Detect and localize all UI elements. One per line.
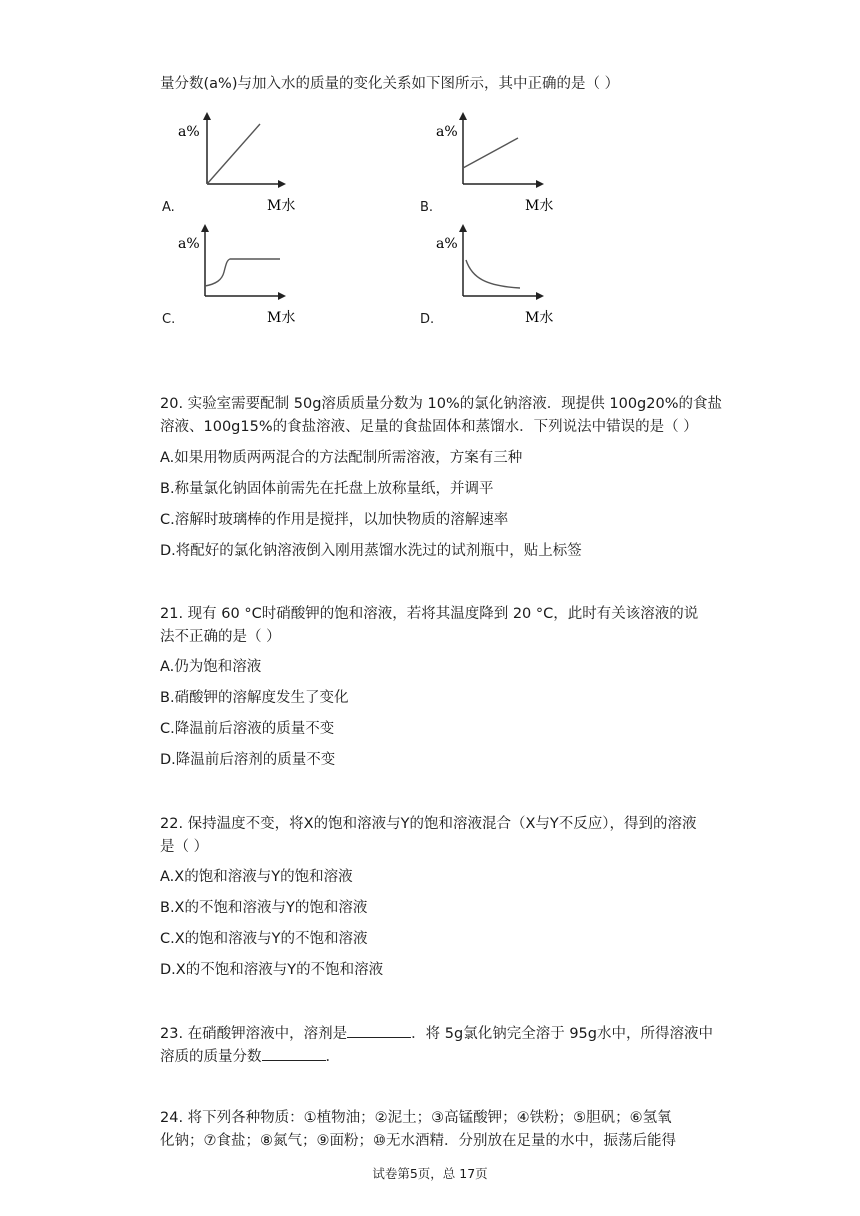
q23-line2-a: 溶质的质量分数 [160, 1049, 262, 1065]
q20-stem-line1: 20. 实验室需要配制 50g溶质质量分数为 10%的氯化钠溶液．现提供 100g20%的食盐 [160, 396, 722, 412]
graph-b-ylabel: a% [436, 124, 458, 140]
q21-option-b: B.硝酸钾的溶解度发生了变化 [160, 690, 349, 706]
q20-option-d: D.将配好的氯化钠溶液倒入刚用蒸馏水洗过的试剂瓶中，贴上标签 [160, 543, 582, 559]
q23-line2 [160, 1046, 340, 1067]
graph-c-ylabel: a% [178, 236, 200, 252]
graph-c-curve [205, 259, 280, 286]
graph-b [430, 110, 590, 220]
graph-d-ylabel: a% [436, 236, 458, 252]
graph-b-curve [463, 138, 518, 168]
q21-option-c: C.降温前后溶液的质量不变 [160, 721, 335, 737]
page-footer: 试卷第5页，总 17页 [372, 1166, 488, 1181]
q24-stem-line1: 24. 将下列各种物质：①植物油；②泥土；③高锰酸钾；④铁粉；⑤胆矾；⑥氢氧 [160, 1110, 672, 1126]
q21-option-a: A.仍为饱和溶液 [160, 659, 262, 675]
q21-stem-line1: 21. 现有 60 °C时硝酸钾的饱和溶液，若将其温度降到 20 °C，此时有关该溶液的说 [160, 606, 699, 622]
q23-blank-solvent[interactable] [347, 1023, 411, 1038]
q23-line1 [160, 1023, 713, 1044]
q23-line1-a: 23. 在硝酸钾溶液中，溶剂是 [160, 1026, 348, 1042]
q21-stem-line2: 法不正确的是（ ） [160, 629, 281, 645]
q22-option-d: D.X的不饱和溶液与Y的不饱和溶液 [160, 962, 384, 978]
option-b-label: B. [420, 200, 434, 215]
q24-stem-line2: 化钠；⑦食盐；⑧氮气；⑨面粉；⑩无水酒精．分别放在足量的水中，振荡后能得 [160, 1133, 676, 1149]
q22-stem-line2: 是（ ） [160, 839, 209, 855]
graph-d [430, 222, 590, 332]
q20-option-b: B.称量氯化钠固体前需先在托盘上放称量纸，并调平 [160, 481, 494, 497]
q22-option-c: C.X的饱和溶液与Y的不饱和溶液 [160, 931, 368, 947]
option-d-label: D. [420, 312, 435, 327]
q23-line1-b: ．将 5g氯化钠完全溶于 95g水中，所得溶液中 [411, 1026, 713, 1042]
graph-c-xlabel: M水 [267, 310, 296, 326]
q21-option-d: D.降温前后溶剂的质量不变 [160, 752, 336, 768]
q19-stem: 量分数(a%)与加入水的质量的变化关系如下图所示，其中正确的是（ ） [160, 76, 620, 92]
q20-stem-line2: 溶液、100g15%的食盐溶液、足量的食盐固体和蒸馏水．下列说法中错误的是（ ） [160, 419, 698, 435]
q23-blank-fraction[interactable] [262, 1046, 326, 1061]
graph-c [172, 222, 332, 332]
graph-d-xlabel: M水 [525, 310, 554, 326]
graph-a-xlabel: M水 [267, 198, 296, 214]
q20-option-c: C.溶解时玻璃棒的作用是搅拌，以加快物质的溶解速率 [160, 512, 509, 528]
graph-d-curve [466, 260, 520, 288]
graph-a-ylabel: a% [178, 124, 200, 140]
q22-stem-line1: 22. 保持温度不变，将X的饱和溶液与Y的饱和溶液混合（X与Y不反应），得到的溶液 [160, 816, 697, 832]
q22-option-a: A.X的饱和溶液与Y的饱和溶液 [160, 869, 353, 885]
option-a-label: A. [162, 200, 175, 215]
graph-b-xlabel: M水 [525, 198, 554, 214]
q23-line2-b: ． [325, 1049, 340, 1065]
q22-option-b: B.X的不饱和溶液与Y的饱和溶液 [160, 900, 368, 916]
graph-a [172, 110, 332, 220]
q20-option-a: A.如果用物质两两混合的方法配制所需溶液，方案有三种 [160, 450, 523, 466]
graph-a-curve [207, 124, 260, 184]
option-c-label: C. [162, 312, 176, 327]
